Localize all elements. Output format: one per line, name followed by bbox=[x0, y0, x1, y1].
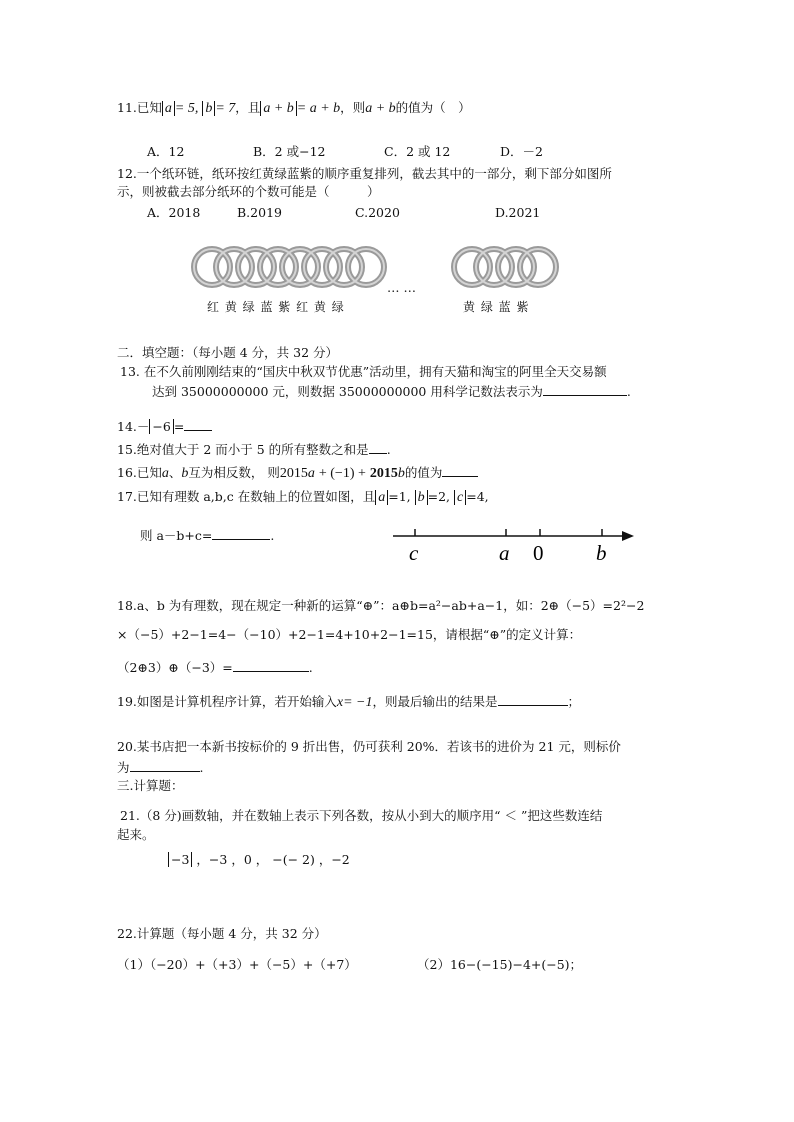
q11-option-b[interactable]: B．2 或−12 bbox=[253, 144, 326, 159]
section-2-heading: 二．填空题：（每小题 4 分，共 32 分） bbox=[117, 345, 339, 360]
q15-stem: 15.绝对值大于 2 而小于 5 的所有整数之和是 . bbox=[117, 442, 391, 457]
q14-stem: 14.－ −6 = bbox=[117, 418, 212, 435]
q13-stem-line2: 达到 35000000000 元，则数据 35000000000 用科学记数法表示为 . bbox=[152, 384, 631, 399]
label-b: b bbox=[596, 541, 607, 565]
q22-heading: 22.计算题（每小题 4 分，共 32 分） bbox=[117, 926, 327, 941]
number-line bbox=[0, 518, 794, 568]
q19-answer-blank[interactable] bbox=[498, 693, 568, 706]
q16-stem: 16.已知a、b互为相反数， 则2015a + (−1) + 2015b的值为 bbox=[117, 464, 478, 482]
number-line-arrow bbox=[622, 531, 634, 541]
q12-stem-line1: 12.一个纸环链，纸环按红黄绿蓝紫的顺序重复排列，截去其中的一部分，剩下部分如图所 bbox=[117, 166, 612, 181]
q20-stem-line1: 20.某书店把一本新书按标价的 9 折出售，仍可获利 20%．若该书的进价为 21 元，则标价 bbox=[117, 739, 621, 754]
label-a: a bbox=[499, 541, 510, 565]
q19-stem: 19.如图是计算机程序计算，若开始输入x= −1，则最后输出的结果是 ； bbox=[117, 694, 581, 710]
q20-answer-blank[interactable] bbox=[130, 759, 200, 772]
q14-answer-blank[interactable] bbox=[184, 418, 212, 431]
q12-option-b[interactable]: B.2019 bbox=[237, 205, 282, 220]
q21-numbers: −3 ，−3 ，0 ， −(− 2) ，−2 bbox=[168, 852, 350, 868]
q11-option-a[interactable]: A．12 bbox=[147, 144, 185, 159]
q13-answer-blank[interactable] bbox=[543, 383, 627, 396]
q12-option-a[interactable]: A．2018 bbox=[147, 205, 201, 220]
q13-stem-line1: 13. 在不久前刚刚结束的“国庆中秋双节优惠”活动里，拥有天猫和淘宝的阿里全天交易额 bbox=[120, 364, 607, 379]
q12-ellipsis: … … bbox=[387, 280, 416, 295]
q18-stem-line1: 18.a、b 为有理数，现在规定一种新的运算“⊕”：a⊕b=a²−ab+a−1，如：2⊕（−5）=2²−2 bbox=[117, 598, 645, 613]
q15-answer-blank[interactable] bbox=[369, 441, 387, 454]
q22-part1: （1）（−20）+（+3）+（−5）+（+7） bbox=[117, 957, 357, 972]
section-3-heading: 三.计算题： bbox=[117, 778, 184, 793]
q12-left-color-labels: 红 黄 绿 蓝 紫 红 黄 绿 bbox=[207, 300, 345, 314]
q12-option-c[interactable]: C.2020 bbox=[355, 205, 400, 220]
q12-right-color-labels: 黄 绿 蓝 紫 bbox=[463, 300, 530, 314]
q18-question: （2⊕3）⊕（−3）= . bbox=[117, 660, 313, 675]
q11-stem: 11.已知 a = 5, b = 7，且 a + b = a + b，则a + b的值为（ ） bbox=[117, 100, 471, 116]
q21-stem-line2: 起来。 bbox=[117, 827, 155, 842]
q16-answer-blank[interactable] bbox=[442, 464, 478, 477]
q17-question: 则 a－b+c= . bbox=[140, 528, 275, 543]
q18-stem-line2: ×（−5）+2−1=4−（−10）+2−1=4+10+2−1=15，请根据“⊕”的定义计算： bbox=[117, 627, 582, 642]
q20-stem-line2: 为 . bbox=[117, 760, 204, 775]
q18-answer-blank[interactable] bbox=[233, 659, 309, 672]
q12-option-d[interactable]: D.2021 bbox=[495, 205, 541, 220]
ring-chain-right bbox=[454, 249, 556, 285]
q12-stem-line2: 示，则被截去部分纸环的个数可能是（ ） bbox=[117, 184, 380, 199]
q21-stem-line1: 21.（8 分)画数轴，并在数轴上表示下列各数，按从小到大的顺序用“ ＜ ”把这些数连结 bbox=[120, 808, 603, 823]
q11-option-d[interactable]: D．－2 bbox=[500, 144, 543, 159]
q22-part2: （2）16−(−15)−4+(−5)； bbox=[417, 957, 583, 972]
q17-stem: 17.已知有理数 a,b,c 在数轴上的位置如图，且 a =1, b =2, c =4, bbox=[117, 489, 489, 505]
label-0: 0 bbox=[533, 541, 544, 565]
label-c: c bbox=[409, 541, 419, 565]
q11-option-c[interactable]: C．2 或 12 bbox=[384, 144, 451, 159]
